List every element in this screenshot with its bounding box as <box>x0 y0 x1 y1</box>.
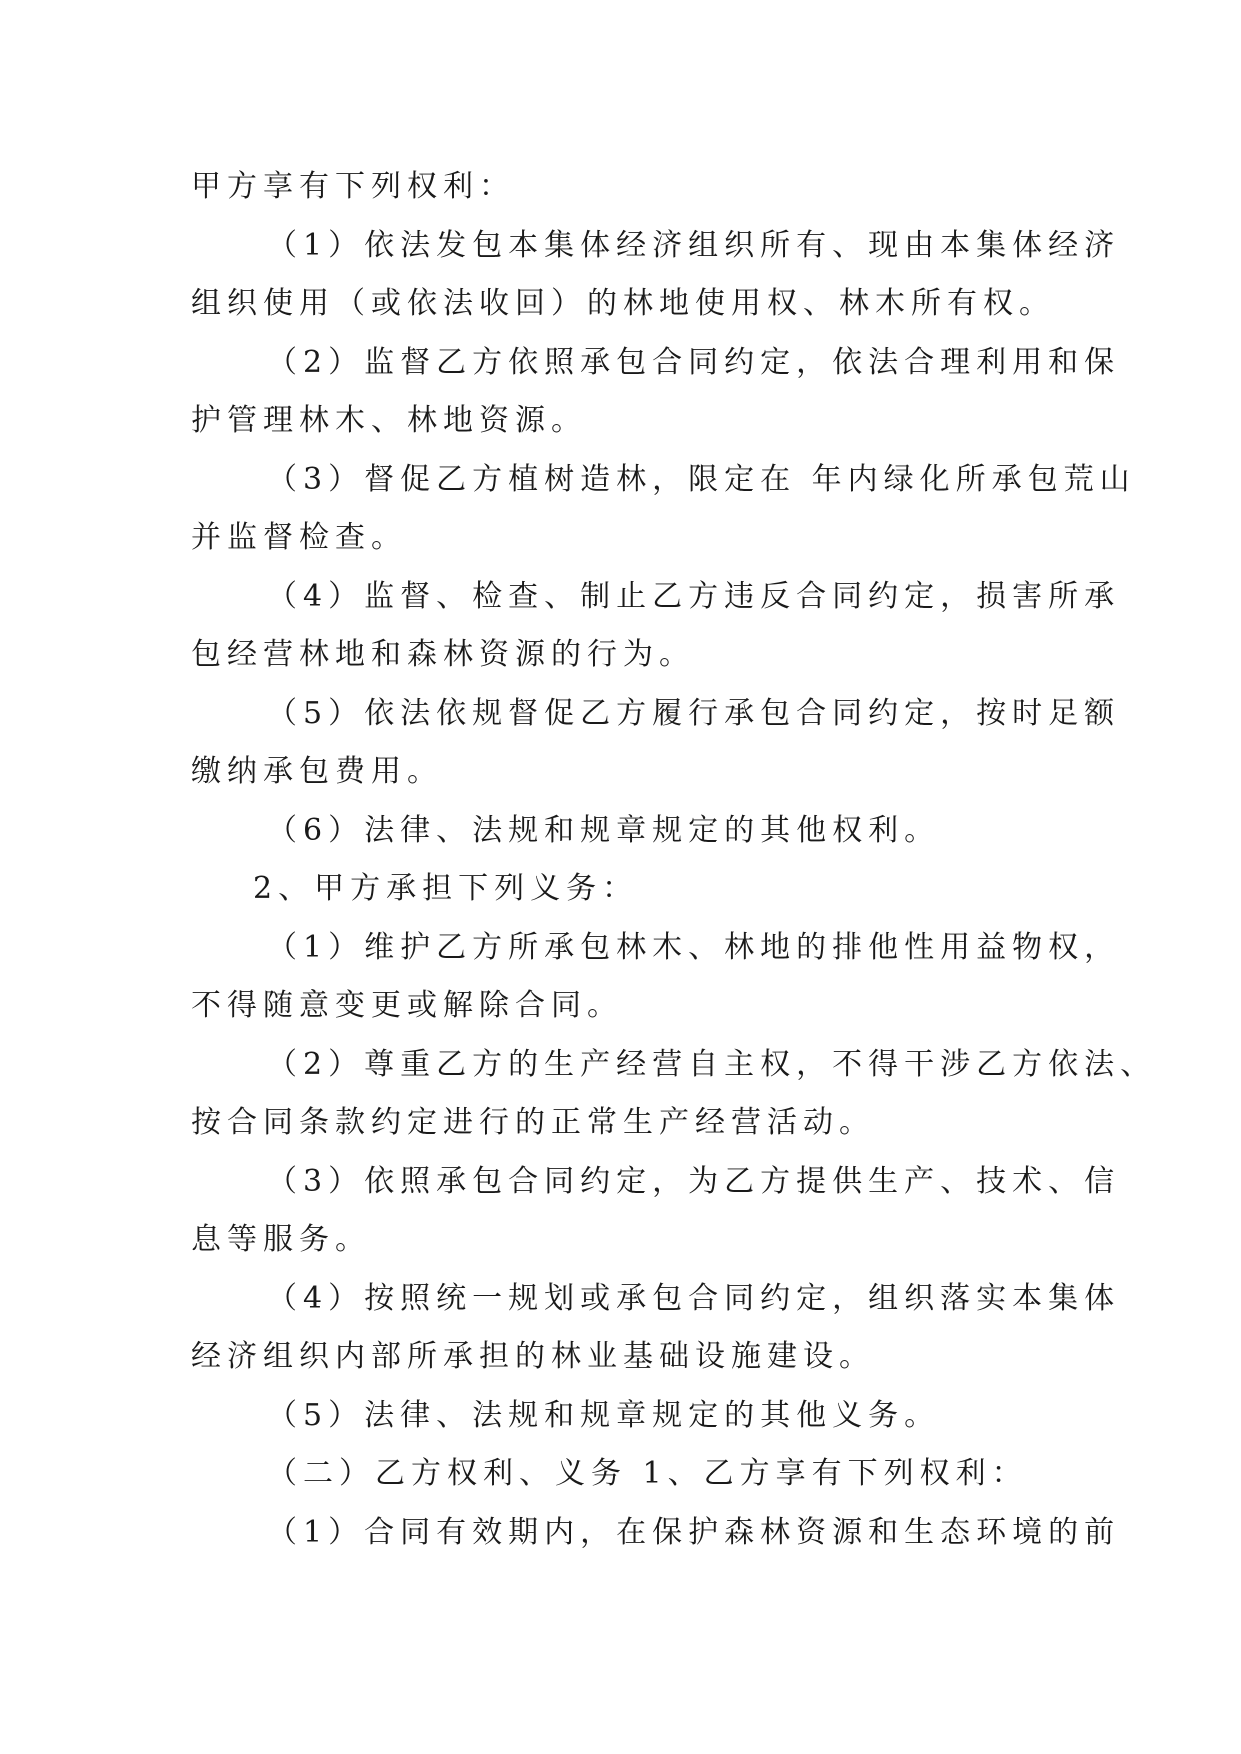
section-heading: 2、甲方承担下列义务： <box>253 871 639 906</box>
text-line: （2）尊重乙方的生产经营自主权，不得干涉乙方依法、 <box>267 1046 1157 1082</box>
text-line: （5）依法依规督促乙方履行承包合同约定，按时足额 <box>267 695 1121 731</box>
text-line: 息等服务。 <box>191 1222 371 1257</box>
text-line: （4）监督、检查、制止乙方违反合同约定，损害所承 <box>267 578 1121 614</box>
text-line: （2）监督乙方依照承包合同约定，依法合理利用和保 <box>267 344 1121 380</box>
text-line: 经济组织内部所承担的林业基础设施建设。 <box>191 1339 875 1374</box>
text-line: 并监督检查。 <box>191 520 407 555</box>
text-line: 不得随意变更或解除合同。 <box>191 988 623 1023</box>
text-line: 按合同条款约定进行的正常生产经营活动。 <box>191 1105 875 1140</box>
text-line: （3）督促乙方植树造林，限定在 年内绿化所承包荒山 <box>267 461 1136 497</box>
text-line: （5）法律、法规和规章规定的其他义务。 <box>267 1397 941 1433</box>
text-line: 缴纳承包费用。 <box>191 754 443 789</box>
text-line: 护管理林木、林地资源。 <box>191 403 587 438</box>
text-line: （4）按照统一规划或承包合同约定，组织落实本集体 <box>267 1280 1121 1316</box>
text-line: 组织使用（或依法收回）的林地使用权、林木所有权。 <box>191 286 1055 321</box>
text-line: （1）依法发包本集体经济组织所有、现由本集体经济 <box>267 227 1121 263</box>
text-line: （1）合同有效期内，在保护森林资源和生态环境的前 <box>267 1514 1121 1550</box>
text-line: 包经营林地和森林资源的行为。 <box>191 637 695 672</box>
text-line: 甲方享有下列权利： <box>191 169 515 204</box>
text-line: （1）维护乙方所承包林木、林地的排他性用益物权， <box>267 929 1121 965</box>
section-heading: （二）乙方权利、义务 1、乙方享有下列权利： <box>267 1456 1028 1491</box>
text-line: （3）依照承包合同约定，为乙方提供生产、技术、信 <box>267 1163 1121 1199</box>
document-body <box>191 158 1157 1562</box>
text-line: （6）法律、法规和规章规定的其他权利。 <box>267 812 941 848</box>
